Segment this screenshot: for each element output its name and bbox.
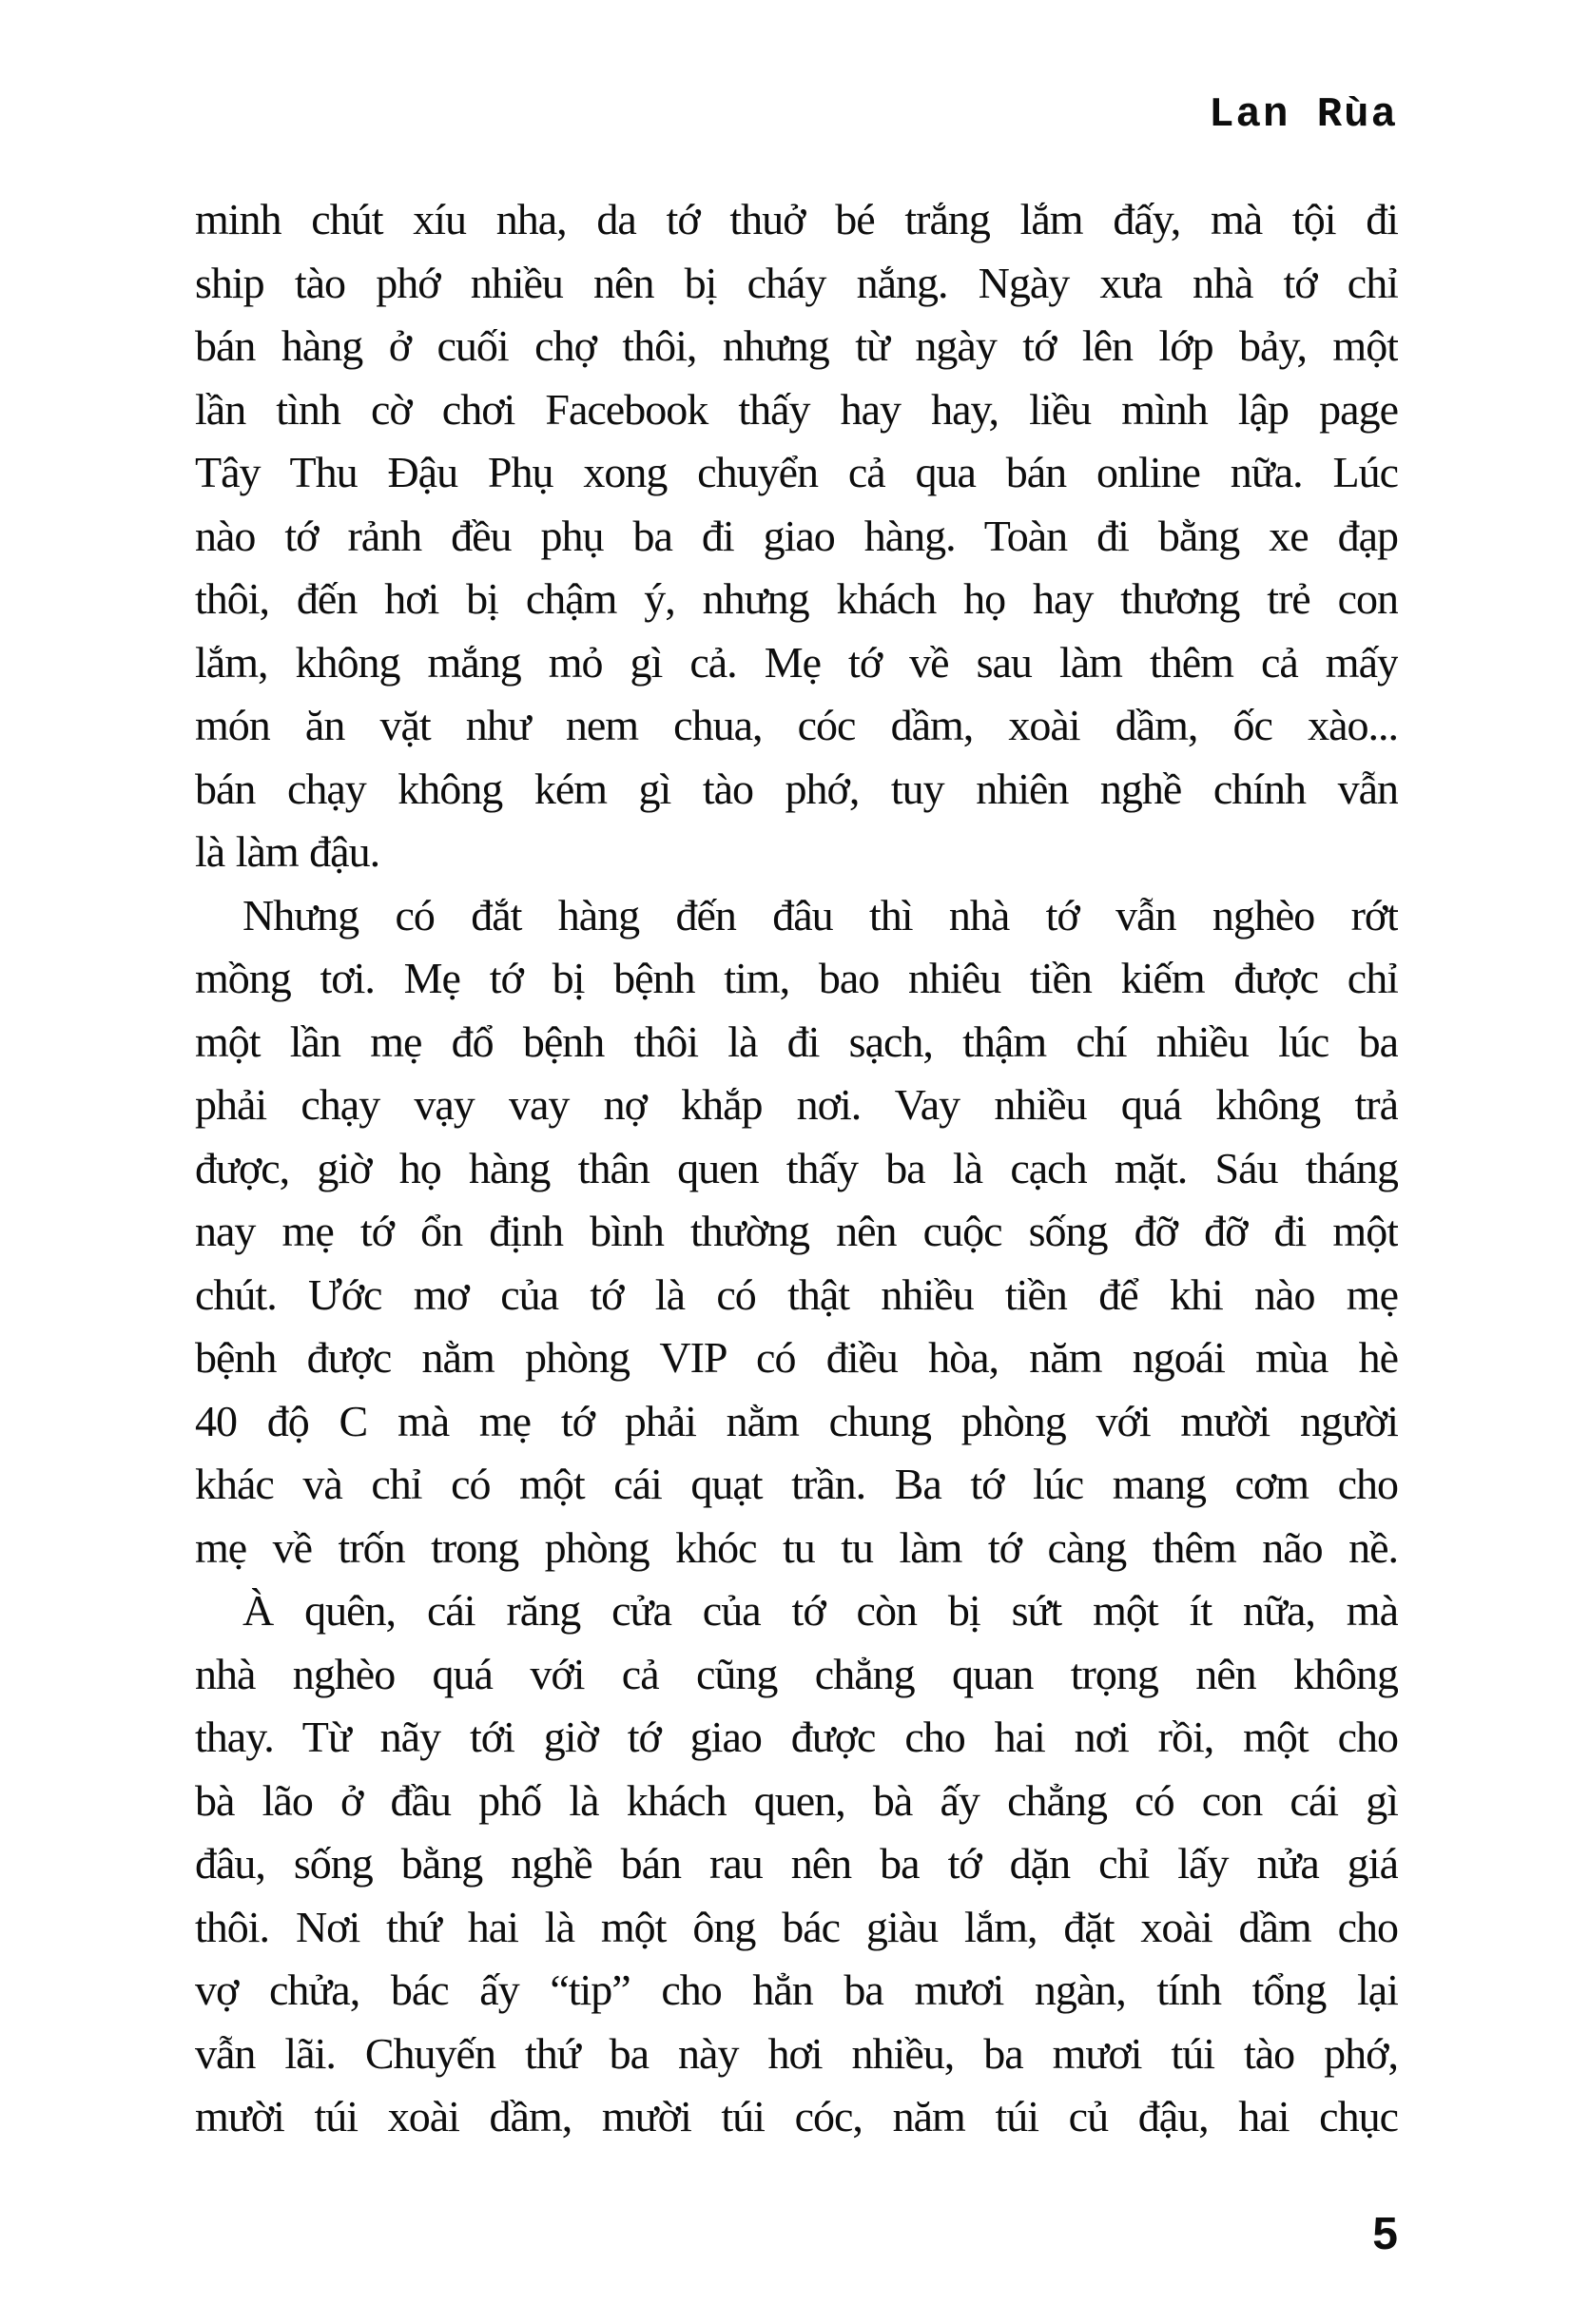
text-line: là làm đậu. [195, 827, 380, 876]
text-line: đâu, sống bằng nghề bán rau nên ba tớ dặn chỉ lấy nửa giá [195, 1839, 1398, 1888]
text-line: lần tình cờ chơi Facebook thấy hay hay, liều mình lập page [195, 384, 1398, 434]
text-line: ship tào phớ nhiều nên bị cháy nắng. Ngày xưa nhà tớ chỉ [195, 258, 1398, 307]
text-line: thay. Từ nãy tới giờ tớ giao được cho hai nơi rồi, một cho [195, 1713, 1398, 1761]
text-line: vợ chửa, bác ấy “tip” cho hẳn ba mươi ngàn, tính tổng lại [195, 1966, 1398, 2014]
text-line: một lần mẹ đổ bệnh thôi là đi sạch, thậm chí nhiều lúc ba [195, 1017, 1398, 1066]
text-line: món ăn vặt như nem chua, cóc dầm, xoài dầm, ốc xào... [195, 701, 1398, 749]
text-line: phải chạy vạy vay nợ khắp nơi. Vay nhiều quá không trả [195, 1080, 1398, 1129]
text-line: thôi, đến hơi bị chậm ý, nhưng khách họ hay thương trẻ con [195, 574, 1398, 623]
text-line: được, giờ họ hàng thân quen thấy ba là cạch mặt. Sáu tháng [195, 1143, 1398, 1192]
text-line: vẫn lãi. Chuyến thứ ba này hơi nhiều, ba mươi túi tào phớ, [195, 2028, 1398, 2078]
page-number: 5 [1372, 2209, 1398, 2259]
text-line: nhà nghèo quá với cả cũng chẳng quan trọng nên không [195, 1649, 1398, 1698]
text-line: khác và chỉ có một cái quạt trần. Ba tớ lúc mang cơm cho [195, 1460, 1398, 1508]
text-line: À quên, cái răng cửa của tớ còn bị sứt một ít nữa, mà [242, 1586, 1398, 1635]
text-line: bà lão ở đầu phố là khách quen, bà ấy chẳng có con cái gì [195, 1775, 1398, 1825]
text-line: Tây Thu Đậu Phụ xong chuyển cả qua bán online nữa. Lúc [195, 448, 1398, 496]
text-line: chút. Ước mơ của tớ là có thật nhiều tiền để khi nào mẹ [195, 1269, 1398, 1319]
body-text [195, 188, 1398, 2149]
running-header: Lan Rùa [1209, 91, 1398, 139]
text-line: mười túi xoài dầm, mười túi cóc, năm túi củ đậu, hai chục [195, 2092, 1398, 2140]
text-line: lắm, không mắng mỏ gì cả. Mẹ tớ về sau làm thêm cả mấy [195, 637, 1398, 687]
text-line: bán chạy không kém gì tào phớ, tuy nhiên nghề chính vẫn [195, 764, 1398, 813]
text-line: nay mẹ tớ ổn định bình thường nên cuộc sống đỡ đỡ đi một [195, 1207, 1398, 1255]
text-line: Nhưng có đắt hàng đến đâu thì nhà tớ vẫn nghèo rớt [242, 890, 1398, 939]
text-line: nào tớ rảnh đều phụ ba đi giao hàng. Toàn đi bằng xe đạp [195, 511, 1398, 560]
text-line: bệnh được nằm phòng VIP có điều hòa, năm ngoái mùa hè [195, 1333, 1398, 1382]
text-line: minh chút xíu nha, da tớ thuở bé trắng lắm đấy, mà tội đi [195, 195, 1398, 243]
text-line: thôi. Nơi thứ hai là một ông bác giàu lắm, đặt xoài dầm cho [195, 1902, 1398, 1951]
text-line: mẹ về trốn trong phòng khóc tu tu làm tớ càng thêm não nề. [195, 1522, 1398, 1572]
text-line: mồng tơi. Mẹ tớ bị bệnh tim, bao nhiêu tiền kiếm được chỉ [195, 954, 1398, 1002]
text-line: bán hàng ở cuối chợ thôi, nhưng từ ngày tớ lên lớp bảy, một [195, 321, 1398, 370]
text-line: 40 độ C mà mẹ tớ phải nằm chung phòng với mười người [195, 1396, 1398, 1445]
